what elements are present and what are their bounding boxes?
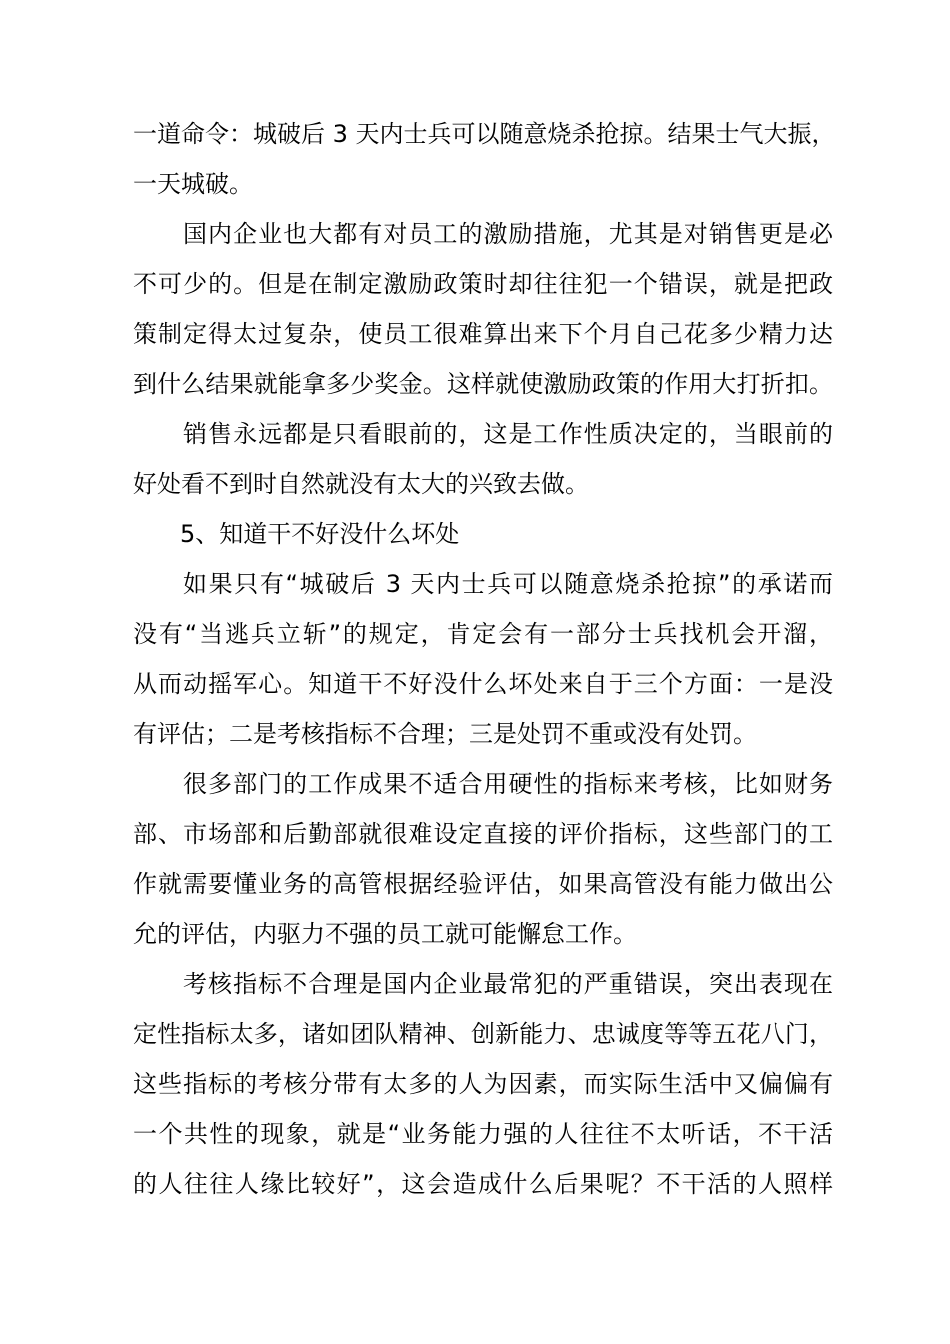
text-line: 允的评估，内驱力不强的员工就可能懈怠工作。: [133, 920, 637, 948]
text-line: 策制定得太过复杂，使员工很难算出来下个月自己花多少精力达: [133, 320, 833, 348]
text-line: 一道命令：城破后 3 天内士兵可以随意烧杀抢掠。结果士气大振，: [133, 120, 836, 148]
text-line: 作就需要懂业务的高管根据经验评估，如果高管没有能力做出公: [133, 870, 833, 898]
text-line: 好处看不到时自然就没有太大的兴致去做。: [133, 470, 589, 498]
text-line: 不可少的。但是在制定激励政策时却往往犯一个错误，就是把政: [133, 270, 833, 298]
text-line: 定性指标太多，诸如团队精神、创新能力、忠诚度等等五花八门，: [133, 1020, 833, 1048]
text-line: 的人往往人缘比较好”，这会造成什么后果呢？不干活的人照样: [133, 1170, 833, 1198]
text-line: 销售永远都是只看眼前的，这是工作性质决定的，当眼前的: [183, 420, 833, 448]
text-line: 部、市场部和后勤部就很难设定直接的评价指标，这些部门的工: [133, 820, 833, 848]
text-line: 从而动摇军心。知道干不好没什么坏处来自于三个方面：一是没: [133, 670, 833, 698]
text-line: 一天城破。: [133, 170, 253, 198]
text-line: 没有“当逃兵立斩”的规定，肯定会有一部分士兵找机会开溜，: [133, 620, 833, 648]
section-heading: 5、知道干不好没什么坏处: [180, 520, 460, 548]
text-line: 如果只有“城破后 3 天内士兵可以随意烧杀抢掠”的承诺而: [183, 570, 833, 598]
text-line: 到什么结果就能拿多少奖金。这样就使激励政策的作用大打折扣。: [133, 370, 833, 398]
text-line: 这些指标的考核分带有太多的人为因素，而实际生活中又偏偏有: [133, 1070, 833, 1098]
text-line: 国内企业也大都有对员工的激励措施，尤其是对销售更是必: [183, 220, 833, 248]
text-line: 一个共性的现象，就是“业务能力强的人往往不太听话，不干活: [133, 1120, 833, 1148]
text-line: 很多部门的工作成果不适合用硬性的指标来考核，比如财务: [183, 770, 833, 798]
text-line: 考核指标不合理是国内企业最常犯的严重错误，突出表现在: [183, 970, 833, 998]
text-line: 有评估；二是考核指标不合理；三是处罚不重或没有处罚。: [133, 720, 757, 748]
